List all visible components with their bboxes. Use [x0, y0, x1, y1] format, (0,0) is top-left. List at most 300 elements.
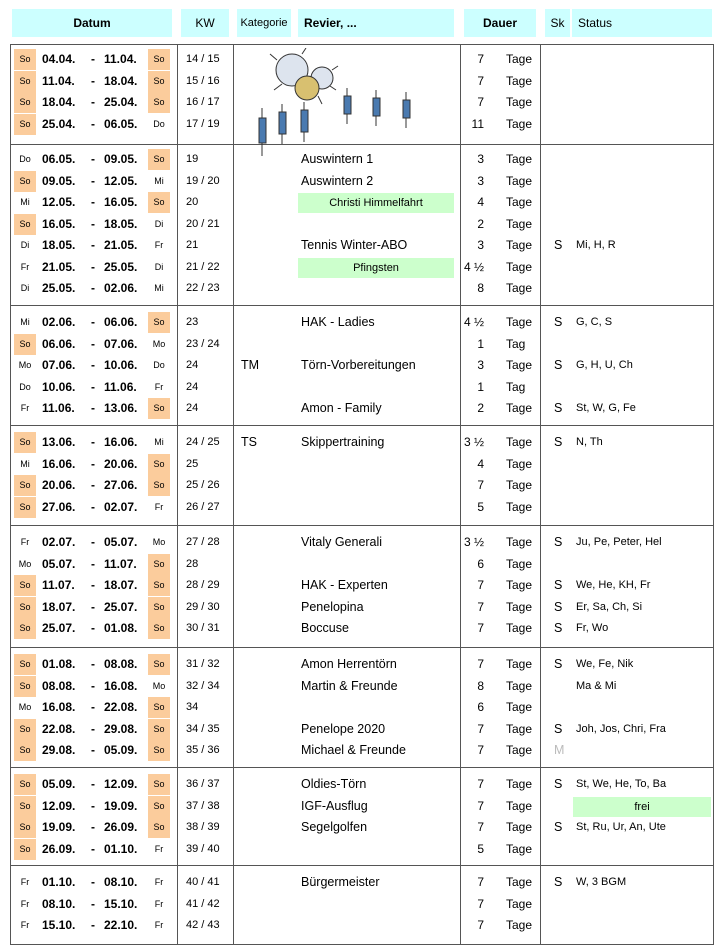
date-to: 01.10. — [104, 841, 138, 856]
weekday-end: So — [148, 71, 170, 92]
weekday-start: Mo — [18, 558, 32, 569]
weekday-start: So — [14, 92, 36, 113]
date-range-dash: - — [91, 535, 95, 549]
table-row — [0, 719, 728, 740]
status-text: G, C, S — [576, 316, 613, 328]
duration-value: 3 — [477, 238, 484, 252]
date-from: 25.05. — [42, 281, 76, 295]
weekday-start: Mi — [20, 197, 30, 207]
weekday-end: So — [148, 149, 170, 170]
status-text: Mi, H, R — [576, 239, 616, 251]
table-row — [0, 654, 728, 675]
skipper-flag: S — [554, 535, 563, 549]
duration-value: 5 — [477, 841, 484, 856]
weekday-end: Fr — [154, 877, 164, 887]
calendar-week: 27 / 28 — [186, 536, 220, 548]
weekday-start: So — [14, 497, 36, 518]
date-from: 08.08. — [42, 678, 76, 693]
revier: Michael & Freunde — [301, 743, 406, 757]
calendar-week: 28 — [186, 557, 199, 570]
table-row — [0, 377, 728, 398]
skipper-flag: S — [554, 657, 563, 671]
calendar-week: 34 — [186, 701, 199, 713]
date-to: 11.07. — [104, 556, 137, 571]
date-from: 01.10. — [42, 875, 76, 889]
duration-unit: Tage — [506, 358, 533, 372]
revier: Tennis Winter-ABO — [301, 238, 408, 252]
date-range-dash: - — [91, 379, 95, 394]
header-kw: KW — [181, 9, 229, 37]
date-to: 11.04. — [104, 52, 137, 66]
date-from: 02.07. — [42, 535, 76, 549]
table-row — [0, 894, 728, 915]
calendar-week: 38 / 39 — [186, 821, 220, 833]
date-from: 12.09. — [42, 798, 76, 813]
date-from: 22.08. — [42, 721, 76, 736]
duration-value: 4 ½ — [463, 315, 484, 329]
holiday-label: Christi Himmelfahrt — [298, 193, 454, 213]
date-to: 18.05. — [104, 216, 138, 231]
date-range-dash: - — [91, 777, 95, 791]
table-row — [0, 312, 728, 333]
revier: Penelope 2020 — [301, 721, 386, 736]
duration-value: 4 — [477, 195, 484, 209]
date-to: 07.06. — [104, 336, 138, 351]
weekday-end: So — [148, 475, 170, 496]
date-range-dash: - — [91, 435, 95, 449]
calendar-week: 25 / 26 — [186, 479, 220, 491]
duration-value: 7 — [477, 52, 484, 66]
table-row — [0, 214, 728, 235]
date-to: 25.07. — [104, 599, 138, 614]
weekday-start: So — [14, 817, 36, 838]
duration-unit: Tage — [506, 918, 533, 932]
table-row — [0, 774, 728, 795]
row-separator — [10, 944, 714, 945]
weekday-start: So — [14, 740, 36, 761]
revier: HAK - Ladies — [301, 315, 375, 329]
date-range-dash: - — [91, 896, 95, 911]
duration-unit: Tage — [506, 657, 533, 671]
duration-value: 3 ½ — [463, 435, 484, 449]
table-header — [0, 0, 728, 44]
row-separator — [10, 425, 714, 426]
duration-unit: Tage — [506, 875, 533, 889]
category: TS — [241, 435, 257, 449]
table-row — [0, 278, 728, 299]
table-row — [0, 334, 728, 355]
date-from: 20.06. — [42, 478, 76, 492]
date-to: 05.09. — [104, 743, 138, 757]
skipper-flag: S — [554, 578, 563, 592]
revier: Amon - Family — [301, 401, 382, 415]
date-from: 05.07. — [42, 556, 76, 571]
date-to: 18.07. — [104, 578, 138, 592]
calendar-week: 20 / 21 — [186, 217, 220, 230]
date-range-dash: - — [91, 556, 95, 571]
duration-unit: Tage — [506, 621, 533, 635]
calendar-week: 22 / 23 — [186, 282, 220, 294]
date-range-dash: - — [91, 238, 95, 252]
date-from: 25.04. — [42, 116, 76, 131]
date-to: 12.09. — [104, 777, 138, 791]
duration-unit: Tage — [506, 73, 533, 88]
skipper-flag: S — [554, 401, 563, 415]
duration-value: 6 — [477, 556, 484, 571]
calendar-week: 30 / 31 — [186, 622, 220, 634]
calendar-week: 19 — [186, 153, 199, 165]
date-to: 06.05. — [104, 116, 138, 131]
duration-value: 7 — [477, 95, 484, 109]
calendar-week: 42 / 43 — [186, 919, 220, 931]
date-from: 13.06. — [42, 435, 76, 449]
calendar-week: 21 — [186, 239, 199, 251]
weekday-end: So — [148, 49, 170, 70]
weekday-end: So — [148, 817, 170, 838]
date-to: 12.05. — [104, 173, 138, 188]
date-from: 01.08. — [42, 657, 76, 671]
date-range-dash: - — [91, 478, 95, 492]
date-from: 08.10. — [42, 896, 76, 911]
table-row — [0, 398, 728, 419]
weekday-end: So — [148, 618, 170, 639]
duration-value: 3 — [477, 358, 484, 372]
weekday-start: Do — [19, 381, 31, 392]
status-text: Fr, Wo — [576, 622, 609, 634]
date-range-dash: - — [91, 336, 95, 351]
date-range-dash: - — [91, 678, 95, 693]
date-range-dash: - — [91, 152, 95, 166]
skipper-flag: S — [554, 777, 563, 791]
date-range-dash: - — [91, 499, 95, 514]
weekday-end: So — [148, 192, 170, 213]
calendar-week: 17 / 19 — [186, 117, 220, 130]
table-row — [0, 235, 728, 256]
date-range-dash: - — [91, 657, 95, 671]
skipper-flag: S — [554, 315, 563, 329]
date-to: 08.08. — [104, 657, 138, 671]
weekday-end: Di — [154, 261, 164, 272]
weekday-end: Mo — [152, 537, 166, 547]
status-text: N, Th — [576, 436, 603, 448]
weekday-start: So — [14, 475, 36, 496]
table-row — [0, 454, 728, 475]
date-range-dash: - — [91, 73, 95, 88]
date-to: 02.06. — [104, 281, 138, 295]
duration-value: 7 — [477, 73, 484, 88]
revier: Penelopina — [301, 599, 364, 614]
date-range-dash: - — [91, 401, 95, 415]
weekday-start: Fr — [20, 537, 30, 547]
row-separator — [10, 647, 714, 648]
date-to: 25.04. — [104, 95, 138, 109]
duration-value: 2 — [477, 401, 484, 415]
status-text: Ju, Pe, Peter, Hel — [576, 536, 662, 548]
date-from: 11.07. — [42, 578, 75, 592]
weekday-end: Fr — [154, 898, 164, 909]
calendar-week: 25 — [186, 457, 199, 470]
duration-value: 7 — [477, 743, 484, 757]
weekday-end: So — [148, 597, 170, 618]
table-row — [0, 532, 728, 553]
duration-unit: Tage — [506, 599, 533, 614]
weekday-end: So — [148, 719, 170, 740]
table-row — [0, 575, 728, 596]
weekday-start: So — [14, 71, 36, 92]
status-text: St, W, G, Fe — [576, 402, 636, 414]
duration-value: 4 — [477, 456, 484, 471]
table-row — [0, 740, 728, 761]
status-text: Joh, Jos, Chri, Fra — [576, 722, 666, 735]
date-to: 20.06. — [104, 456, 138, 471]
revier: Skippertraining — [301, 435, 385, 449]
revier: Segelgolfen — [301, 820, 368, 834]
revier: Auswintern 2 — [301, 173, 374, 188]
duration-unit: Tage — [506, 499, 533, 514]
date-range-dash: - — [91, 216, 95, 231]
revier: Auswintern 1 — [301, 152, 374, 166]
duration-value: 7 — [477, 657, 484, 671]
calendar-week: 26 / 27 — [186, 500, 220, 513]
date-range-dash: - — [91, 195, 95, 209]
row-separator — [10, 865, 714, 866]
calendar-week: 24 / 25 — [186, 436, 220, 448]
weekday-end: So — [148, 697, 170, 718]
skipper-flag: S — [554, 435, 563, 449]
calendar-week: 32 / 34 — [186, 679, 220, 692]
table-row — [0, 432, 728, 453]
date-from: 09.05. — [42, 173, 76, 188]
date-from: 25.07. — [42, 621, 76, 635]
date-from: 11.04. — [42, 73, 75, 88]
date-range-dash: - — [91, 875, 95, 889]
duration-unit: Tage — [506, 798, 533, 813]
status-text: We, He, KH, Fr — [576, 579, 651, 591]
free-status-badge: frei — [573, 797, 711, 817]
weekday-start: Fr — [20, 920, 30, 930]
weekday-start: So — [14, 597, 36, 618]
weekday-start: So — [14, 618, 36, 639]
duration-value: 3 — [477, 152, 484, 166]
weekday-end: Mi — [154, 283, 164, 293]
date-from: 27.06. — [42, 499, 76, 514]
date-to: 05.07. — [104, 535, 138, 549]
date-range-dash: - — [91, 743, 95, 757]
date-to: 22.08. — [104, 700, 138, 714]
weekday-end: So — [148, 654, 170, 675]
weekday-end: So — [148, 554, 170, 575]
duration-unit: Tage — [506, 678, 533, 693]
table-row — [0, 497, 728, 518]
date-from: 26.09. — [42, 841, 76, 856]
date-range-dash: - — [91, 315, 95, 329]
duration-unit: Tage — [506, 173, 533, 188]
category: TM — [241, 358, 260, 372]
duration-unit: Tage — [506, 435, 533, 449]
weekday-end: So — [148, 575, 170, 596]
header-datum: Datum — [12, 9, 172, 37]
calendar-week: 40 / 41 — [186, 876, 220, 888]
vaccine-syringe-illustration — [252, 48, 432, 162]
date-range-dash: - — [91, 599, 95, 614]
weekday-end: Mo — [152, 680, 166, 691]
weekday-end: Do — [153, 118, 165, 129]
date-to: 19.09. — [104, 798, 138, 813]
date-to: 16.06. — [104, 435, 138, 449]
table-row — [0, 257, 728, 278]
date-range-dash: - — [91, 798, 95, 813]
weekday-start: So — [14, 839, 36, 860]
header-kategorie: Kategorie — [237, 9, 291, 37]
weekday-end: So — [148, 740, 170, 761]
weekday-end: So — [148, 454, 170, 475]
calendar-week: 35 / 36 — [186, 744, 220, 756]
date-from: 11.06. — [42, 401, 75, 415]
weekday-start: Mi — [20, 458, 30, 469]
date-from: 06.06. — [42, 336, 76, 351]
weekday-start: So — [14, 171, 36, 192]
duration-value: 6 — [477, 700, 484, 714]
calendar-week: 23 — [186, 316, 199, 328]
weekday-end: So — [148, 774, 170, 795]
weekday-end: Di — [154, 218, 164, 229]
skipper-flag: S — [554, 238, 563, 252]
skipper-flag: S — [554, 721, 563, 736]
duration-unit: Tage — [506, 556, 533, 571]
date-range-dash: - — [91, 820, 95, 834]
weekday-end: So — [148, 312, 170, 333]
table-row — [0, 817, 728, 838]
status-text: Er, Sa, Ch, Si — [576, 600, 643, 613]
duration-value: 3 ½ — [463, 535, 484, 549]
duration-value: 1 — [477, 379, 484, 394]
weekday-end: Fr — [154, 843, 164, 854]
table-row — [0, 676, 728, 697]
weekday-start: Mi — [20, 317, 30, 327]
duration-unit: Tage — [506, 315, 533, 329]
revier: IGF-Ausflug — [301, 798, 368, 813]
weekday-end: Fr — [154, 920, 164, 930]
table-row — [0, 796, 728, 817]
duration-value: 7 — [477, 599, 484, 614]
weekday-end: So — [148, 796, 170, 817]
duration-unit: Tage — [506, 578, 533, 592]
date-to: 08.10. — [104, 875, 138, 889]
weekday-start: Fr — [20, 898, 30, 909]
duration-value: 7 — [477, 777, 484, 791]
header-status: Status — [572, 9, 712, 37]
duration-unit: Tage — [506, 820, 533, 834]
duration-value: 7 — [477, 896, 484, 911]
date-to: 16.08. — [104, 678, 138, 693]
weekday-end: So — [148, 398, 170, 419]
calendar-week: 14 / 15 — [186, 53, 220, 65]
date-range-dash: - — [91, 259, 95, 274]
duration-value: 7 — [477, 721, 484, 736]
weekday-end: Fr — [154, 381, 164, 392]
duration-value: 7 — [477, 478, 484, 492]
duration-unit: Tag — [506, 336, 526, 351]
date-range-dash: - — [91, 456, 95, 471]
duration-unit: Tage — [506, 721, 533, 736]
date-from: 06.05. — [42, 152, 76, 166]
revier: Törn-Vorbereitungen — [301, 358, 416, 372]
date-from: 29.08. — [42, 743, 76, 757]
calendar-week: 29 / 30 — [186, 600, 220, 613]
weekday-end: Mi — [154, 437, 164, 447]
duration-unit: Tage — [506, 95, 533, 109]
header-sk: Sk — [545, 9, 570, 37]
duration-unit: Tage — [506, 259, 533, 274]
duration-value: 4 ½ — [463, 259, 484, 274]
date-from: 10.06. — [42, 379, 76, 394]
date-from: 21.05. — [42, 259, 76, 274]
duration-value: 8 — [477, 678, 484, 693]
table-row — [0, 618, 728, 639]
duration-unit: Tage — [506, 238, 533, 252]
table-row — [0, 554, 728, 575]
status-text: We, Fe, Nik — [576, 658, 634, 670]
date-to: 13.06. — [104, 401, 138, 415]
date-to: 22.10. — [104, 918, 138, 932]
status-text: W, 3 BGM — [576, 876, 627, 888]
calendar-week: 36 / 37 — [186, 778, 220, 790]
date-from: 16.06. — [42, 456, 76, 471]
duration-value: 3 — [477, 173, 484, 188]
skipper-flag: S — [554, 875, 563, 889]
weekday-start: So — [14, 114, 36, 135]
duration-value: 2 — [477, 216, 484, 231]
date-from: 18.05. — [42, 238, 76, 252]
status-text: St, We, He, To, Ba — [576, 778, 667, 790]
holiday-label: Pfingsten — [298, 258, 454, 278]
weekday-start: Fr — [20, 877, 30, 887]
date-range-dash: - — [91, 578, 95, 592]
table-row — [0, 597, 728, 618]
skipper-flag: M — [554, 743, 565, 757]
date-range-dash: - — [91, 281, 95, 295]
calendar-week: 19 / 20 — [186, 174, 220, 187]
duration-unit: Tage — [506, 841, 533, 856]
duration-unit: Tage — [506, 401, 533, 415]
calendar-week: 23 / 24 — [186, 337, 220, 350]
duration-value: 5 — [477, 499, 484, 514]
date-from: 04.04. — [42, 52, 76, 66]
table-row — [0, 915, 728, 936]
weekday-end: So — [148, 92, 170, 113]
date-to: 02.07. — [104, 499, 138, 514]
date-range-dash: - — [91, 95, 95, 109]
row-separator — [10, 767, 714, 768]
date-to: 15.10. — [104, 896, 138, 911]
calendar-week: 37 / 38 — [186, 799, 220, 812]
date-to: 27.06. — [104, 478, 138, 492]
duration-unit: Tage — [506, 777, 533, 791]
status-text: St, Ru, Ur, An, Ute — [576, 821, 666, 833]
duration-value: 8 — [477, 281, 484, 295]
date-range-dash: - — [91, 358, 95, 372]
status-text: Ma & Mi — [576, 679, 617, 692]
weekday-start: So — [14, 654, 36, 675]
row-separator — [10, 44, 714, 45]
duration-unit: Tage — [506, 478, 533, 492]
calendar-week: 24 — [186, 359, 199, 371]
weekday-start: Di — [20, 283, 30, 293]
date-range-dash: - — [91, 621, 95, 635]
table-row — [0, 355, 728, 376]
revier: Martin & Freunde — [301, 678, 398, 693]
date-from: 16.05. — [42, 216, 76, 231]
